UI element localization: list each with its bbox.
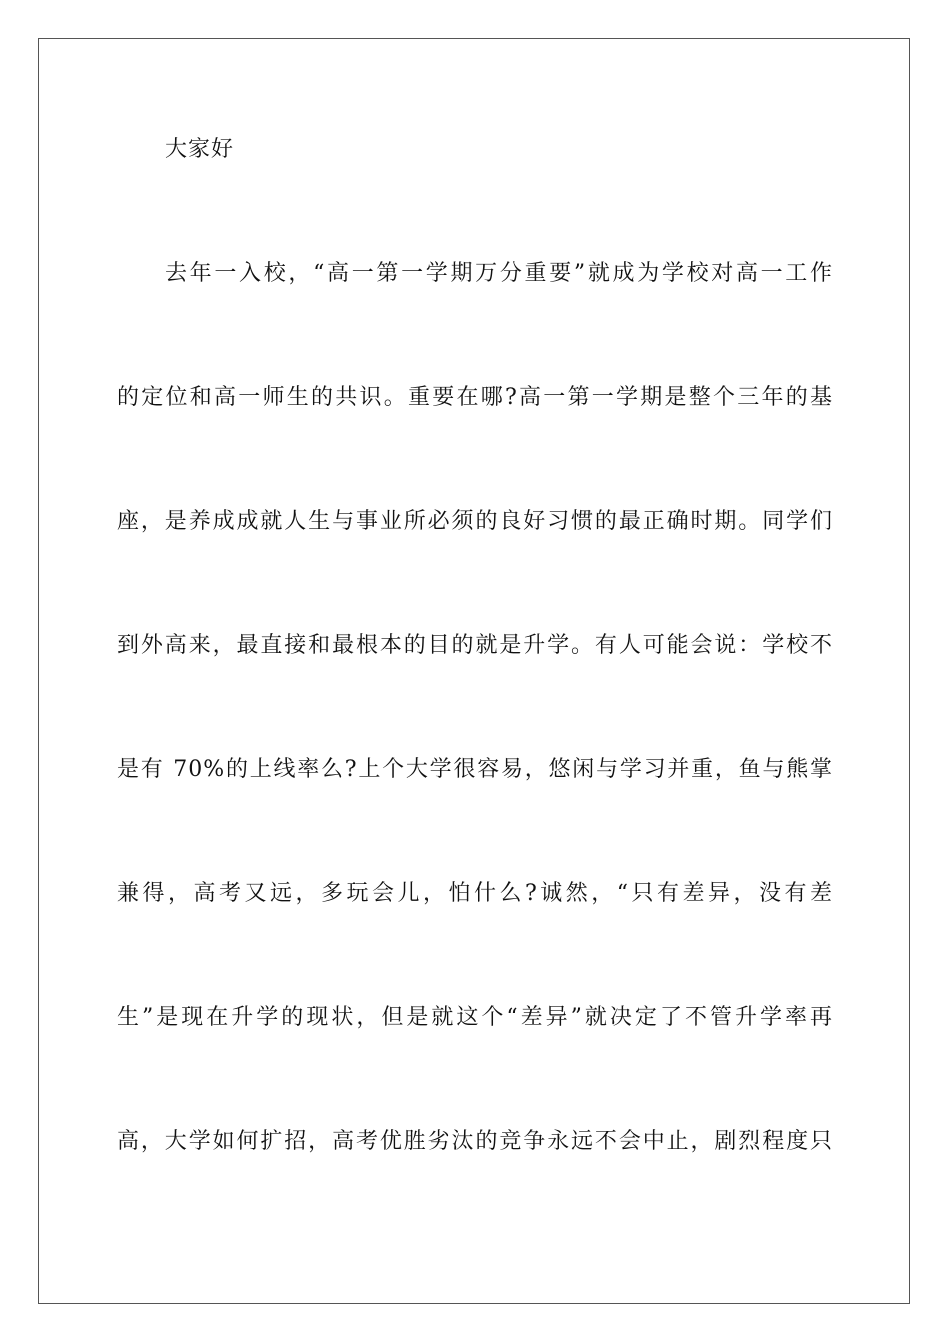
paragraph-line-5: 是有 70%的上线率么?上个大学很容易，悠闲与学习并重，鱼与熊掌 <box>117 757 833 782</box>
paragraph-line-8: 高，大学如何扩招，高考优胜劣汰的竞争永远不会中止，剧烈程度只 <box>117 1129 833 1154</box>
paragraph-line-3: 座，是养成成就人生与事业所必须的良好习惯的最正确时期。同学们 <box>117 509 833 534</box>
greeting-text: 大家好 <box>165 137 235 162</box>
page-border <box>38 38 910 1304</box>
paragraph-line-2: 的定位和高一师生的共识。重要在哪?高一第一学期是整个三年的基 <box>117 385 833 410</box>
paragraph-line-4: 到外高来，最直接和最根本的目的就是升学。有人可能会说：学校不 <box>117 633 833 658</box>
paragraph-line-1: 去年一入校，“高一第一学期万分重要”就成为学校对高一工作 <box>165 261 833 286</box>
paragraph-line-6: 兼得，高考又远，多玩会儿，怕什么?诚然，“只有差异，没有差 <box>117 881 833 906</box>
paragraph-line-7: 生”是现在升学的现状，但是就这个“差异”就决定了不管升学率再 <box>117 1005 833 1030</box>
